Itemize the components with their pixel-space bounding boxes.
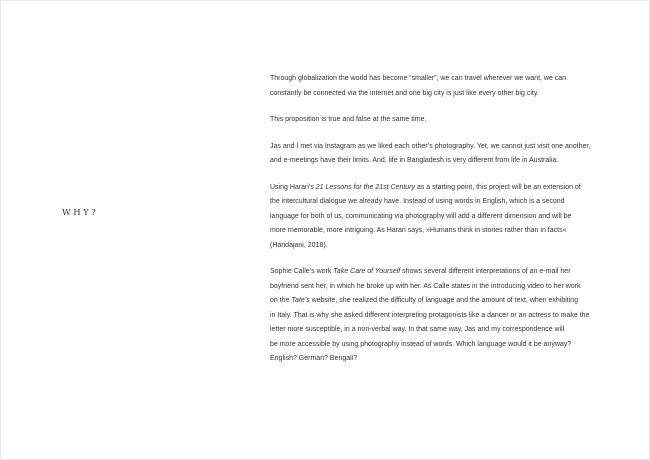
text-run: the intercultural dialogue we already have. Instead of using words in English, which is a second	[270, 198, 565, 205]
text-line	[270, 195, 610, 210]
text-line	[270, 181, 610, 196]
text-run: in Italy. That is why she asked different interpreting protagonists like a dancer or an actress to make the	[270, 311, 590, 319]
text-line	[270, 72, 610, 87]
text-line	[270, 338, 610, 353]
text-run: as a starting point, this project will be an extension of	[415, 183, 581, 191]
text-line	[270, 239, 610, 254]
paragraph	[270, 113, 610, 128]
text-run: Jas and I met via Instagram as we liked each other’s photography. Yet, we cannot just visit one another,	[270, 142, 591, 150]
text-run: letter more susceptible, in a non-verbal way. In that same way, Jas and my correspondence will	[270, 326, 565, 333]
text-line	[270, 265, 610, 280]
section-heading: WHY?	[62, 208, 99, 218]
text-run: language for both of us, communicating via photography will add a different dimension and will be	[270, 212, 572, 220]
paragraph	[270, 181, 610, 254]
text-line	[270, 280, 610, 295]
text-line	[270, 210, 610, 225]
text-run: shows several different interpretations of an e-mail her	[400, 268, 571, 275]
text-line	[270, 140, 610, 155]
text-line	[270, 294, 610, 309]
body-text	[270, 72, 610, 379]
paragraph	[270, 265, 610, 367]
text-run: and e-meetings have their limits. And, life in Bangladesh is very different from life in Australia.	[270, 157, 559, 164]
italic-title: Tate’s	[291, 297, 310, 304]
paragraph	[270, 72, 610, 101]
italic-title: 21 Lessons for the 21st Century	[315, 183, 416, 191]
text-run: more memorable, more intriguing. As Harari says, »Humans think in stories rather than in facts«	[270, 227, 567, 234]
text-run: Using Harari’s	[270, 183, 316, 191]
paragraph	[270, 140, 610, 169]
text-line	[270, 154, 610, 169]
italic-title: Take Care of Yourself	[333, 268, 401, 275]
text-run: (Handajani, 2018).	[270, 241, 328, 249]
text-run: Sophie Calle’s work	[270, 268, 334, 275]
text-line	[270, 352, 610, 367]
text-line	[270, 323, 610, 338]
text-run: boyfriend sent her, in which he broke up with her. As Calle states in the introducing video to her work	[270, 282, 581, 290]
text-run: constantly be connected via the internet and one big city is just like every other big city.	[270, 89, 539, 97]
text-run: This proposition is true and false at the same time.	[270, 116, 427, 123]
text-line	[270, 309, 610, 324]
text-run: Through globalization the world has become “smaller”, we can travel wherever we want, we can	[270, 75, 567, 82]
text-line	[270, 113, 610, 128]
text-run: on the	[270, 297, 292, 304]
text-run: website, she realized the difficulty of language and the amount of text, when exhibiting	[309, 297, 579, 304]
text-run: be more accessible by using photography instead of words. Which language would it be anyway?	[270, 340, 572, 348]
text-line	[270, 224, 610, 239]
text-run: English? German? Bengali?	[270, 355, 358, 362]
text-line	[270, 87, 610, 102]
